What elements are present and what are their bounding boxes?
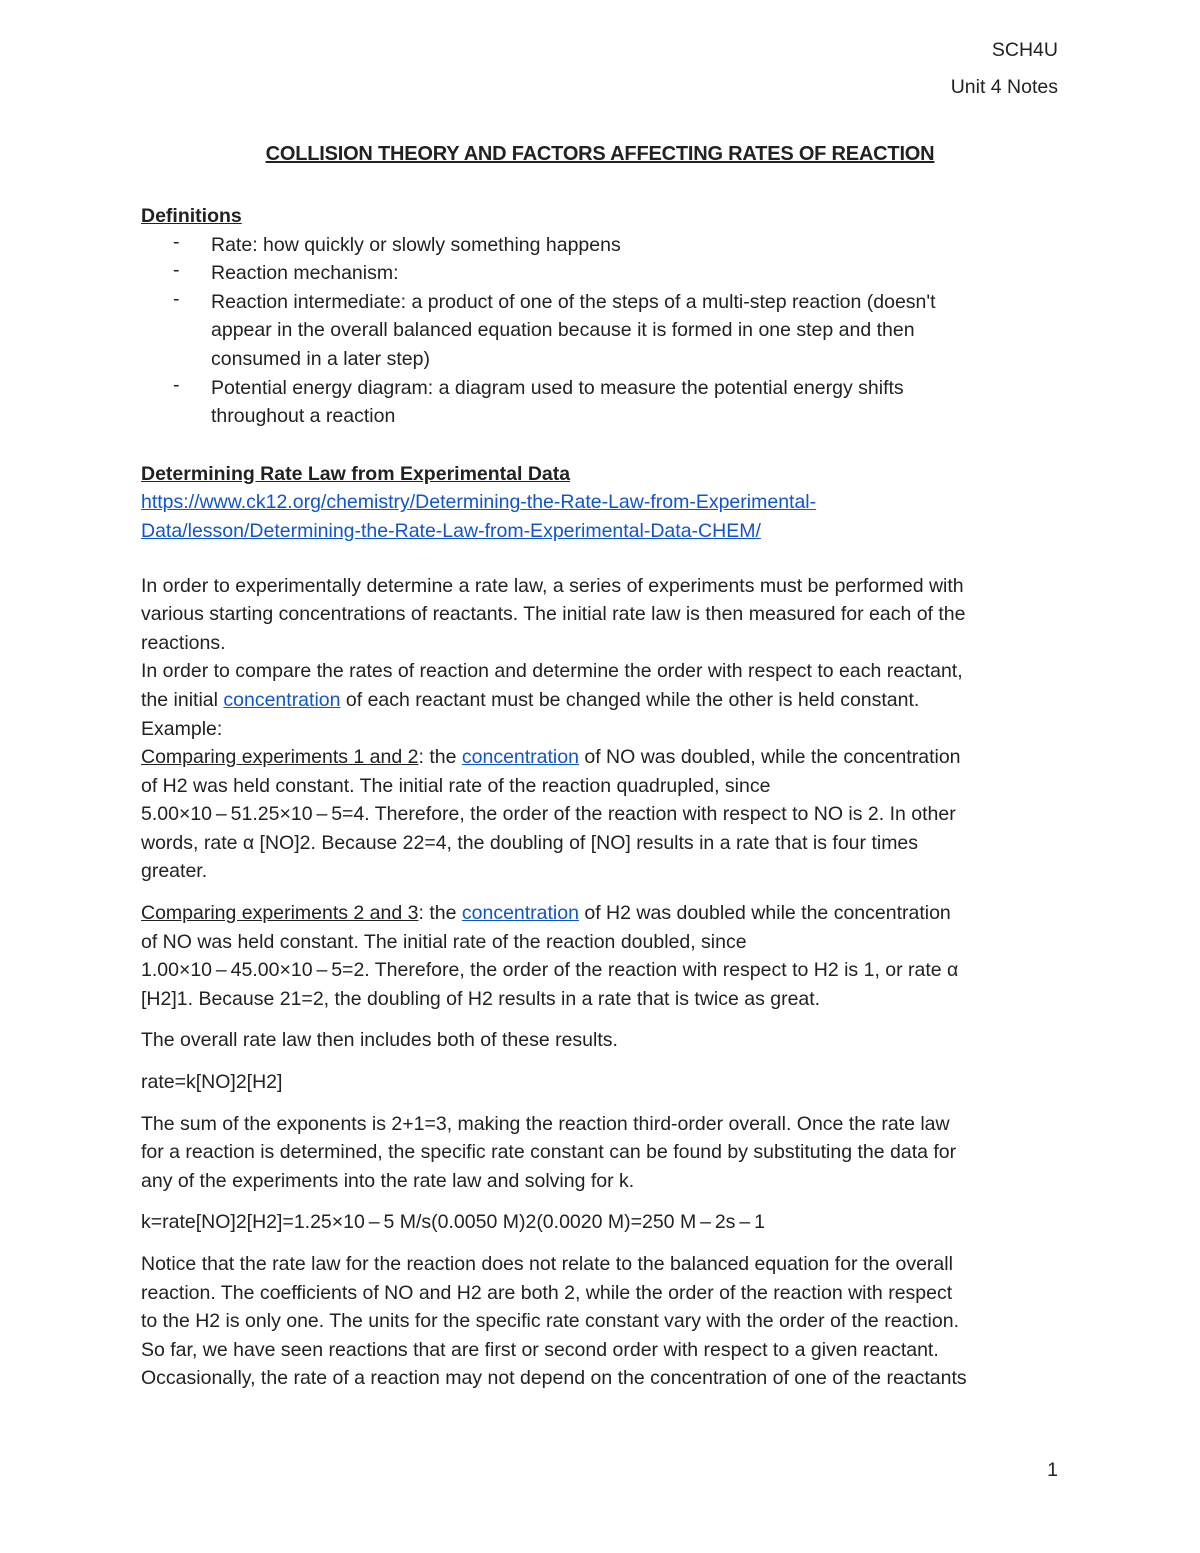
notice-text: reaction. The coefficients of NO and H2 are both 2, while the order of the reaction with respect [141, 1281, 953, 1304]
definition-line: consumed in a later step) [211, 347, 430, 370]
text-fragment: the initial [141, 688, 224, 711]
page-title: COLLISION THEORY AND FACTORS AFFECTING RATES OF REACTION [265, 143, 935, 165]
notice-text: Notice that the rate law for the reaction does not relate to the balanced equation for the overall [141, 1253, 953, 1275]
concentration-link[interactable]: concentration [223, 688, 341, 711]
exponent-sum-text: for a reaction is determined, the specific rate constant can be found by substituting the data for [141, 1141, 957, 1164]
experiment-2-3-text: of NO was held constant. The initial rate of the reaction doubled, since [141, 930, 747, 953]
bullet-dash: - [173, 287, 180, 310]
experiment-1-2-text: of H2 was held constant. The initial rate of the reaction quadrupled, since [141, 774, 771, 797]
notice-text: to the H2 is only one. The units for the specific rate constant vary with the order of the reaction. [141, 1310, 959, 1333]
experiment-2-3-label: Comparing experiments 2 and 3 [141, 902, 419, 925]
definitions-heading: Definitions [141, 205, 242, 227]
notice-text: Occasionally, the rate of a reaction may not depend on the concentration of one of the reactants [141, 1367, 967, 1390]
notice-text: So far, we have seen reactions that are first or second order with respect to a given reactant. [141, 1338, 939, 1361]
experiment-1-2-label: Comparing experiments 1 and 2 [141, 746, 419, 769]
compare-line: In order to compare the rates of reaction and determine the order with respect to each reactant, [141, 660, 963, 683]
text-fragment: : the [418, 746, 462, 769]
bullet-dash: - [173, 259, 180, 282]
text-fragment: of each reactant must be changed while the other is held constant. [340, 688, 920, 711]
intro-line: various starting concentrations of reactants. The initial rate law is then measured for each of the [141, 603, 966, 626]
definition-item-mechanism [141, 259, 1061, 288]
definition-line: Reaction intermediate: a product of one of the steps of a multi-step reaction (doesn't [211, 290, 936, 313]
experiment-1-2-text: words, rate α [NO]2. Because 22=4, the doubling of [NO] results in a rate that is four times [141, 831, 919, 854]
experiment-1-2-text: 5.00×10 – 51.25×10 – 5=4. Therefore, the order of the reaction with respect to NO is 2. In other [141, 803, 956, 826]
exponent-sum-text: any of the experiments into the rate law and solving for k. [141, 1169, 635, 1192]
text-fragment: : the [418, 902, 462, 925]
rate-law-heading: Determining Rate Law from Experimental Data [141, 462, 571, 485]
document-body [141, 202, 1061, 1393]
intro-line: In order to experimentally determine a rate law, a series of experiments must be performed with [141, 574, 964, 597]
unit-label: Unit 4 Notes [950, 76, 1058, 98]
example-label: Example: [141, 717, 223, 740]
text-fragment: of H2 was doubled while the concentration [578, 902, 951, 925]
definition-line: Reaction mechanism: [211, 262, 399, 285]
definition-item-rate [141, 231, 1061, 260]
bullet-dash: - [173, 230, 180, 253]
reference-link-continued[interactable]: Data/lesson/Determining-the-Rate-Law-from-Experimental-Data-CHEM/ [141, 519, 761, 542]
experiment-2-3-text: 1.00×10 – 45.00×10 – 5=2. Therefore, the order of the reaction with respect to H2 is 1, or rate α [141, 959, 959, 982]
definition-item-intermediate [141, 288, 1061, 374]
experiment-1-2-text: greater. [141, 860, 208, 883]
bullet-dash: - [173, 373, 180, 396]
definition-item-pe-diagram [141, 374, 1061, 431]
definition-line: Rate: how quickly or slowly something happens [211, 233, 621, 256]
course-code: SCH4U [991, 39, 1058, 61]
rate-law-equation: rate=k[NO]2[H2] [141, 1071, 283, 1094]
exponent-sum-text: The sum of the exponents is 2+1=3, making the reaction third-order overall. Once the rate law [141, 1112, 950, 1135]
text-fragment: of NO was doubled, while the concentration [578, 746, 961, 769]
overall-rate-law-text: The overall rate law then includes both of these results. [141, 1029, 618, 1052]
concentration-link[interactable]: concentration [461, 746, 579, 769]
page-number: 1 [1047, 1459, 1058, 1481]
compare-line [141, 686, 1061, 715]
experiment-2-3-line [141, 899, 1061, 928]
definition-line: appear in the overall balanced equation because it is formed in one step and then [211, 319, 915, 342]
experiment-1-2-line [141, 743, 1061, 772]
reference-link[interactable]: https://www.ck12.org/chemistry/Determining-the-Rate-Law-from-Experimental- [141, 491, 817, 514]
rate-constant-equation: k=rate[NO]2[H2]=1.25×10 – 5 M/s(0.0050 M)2(0.0020 M)=250 M – 2s – 1 [141, 1211, 765, 1234]
definition-line: throughout a reaction [211, 405, 396, 428]
experiment-2-3-text: [H2]1. Because 21=2, the doubling of H2 results in a rate that is twice as great. [141, 987, 821, 1010]
definition-line: Potential energy diagram: a diagram used to measure the potential energy shifts [211, 376, 904, 399]
concentration-link[interactable]: concentration [461, 902, 579, 925]
intro-line: reactions. [141, 631, 226, 654]
